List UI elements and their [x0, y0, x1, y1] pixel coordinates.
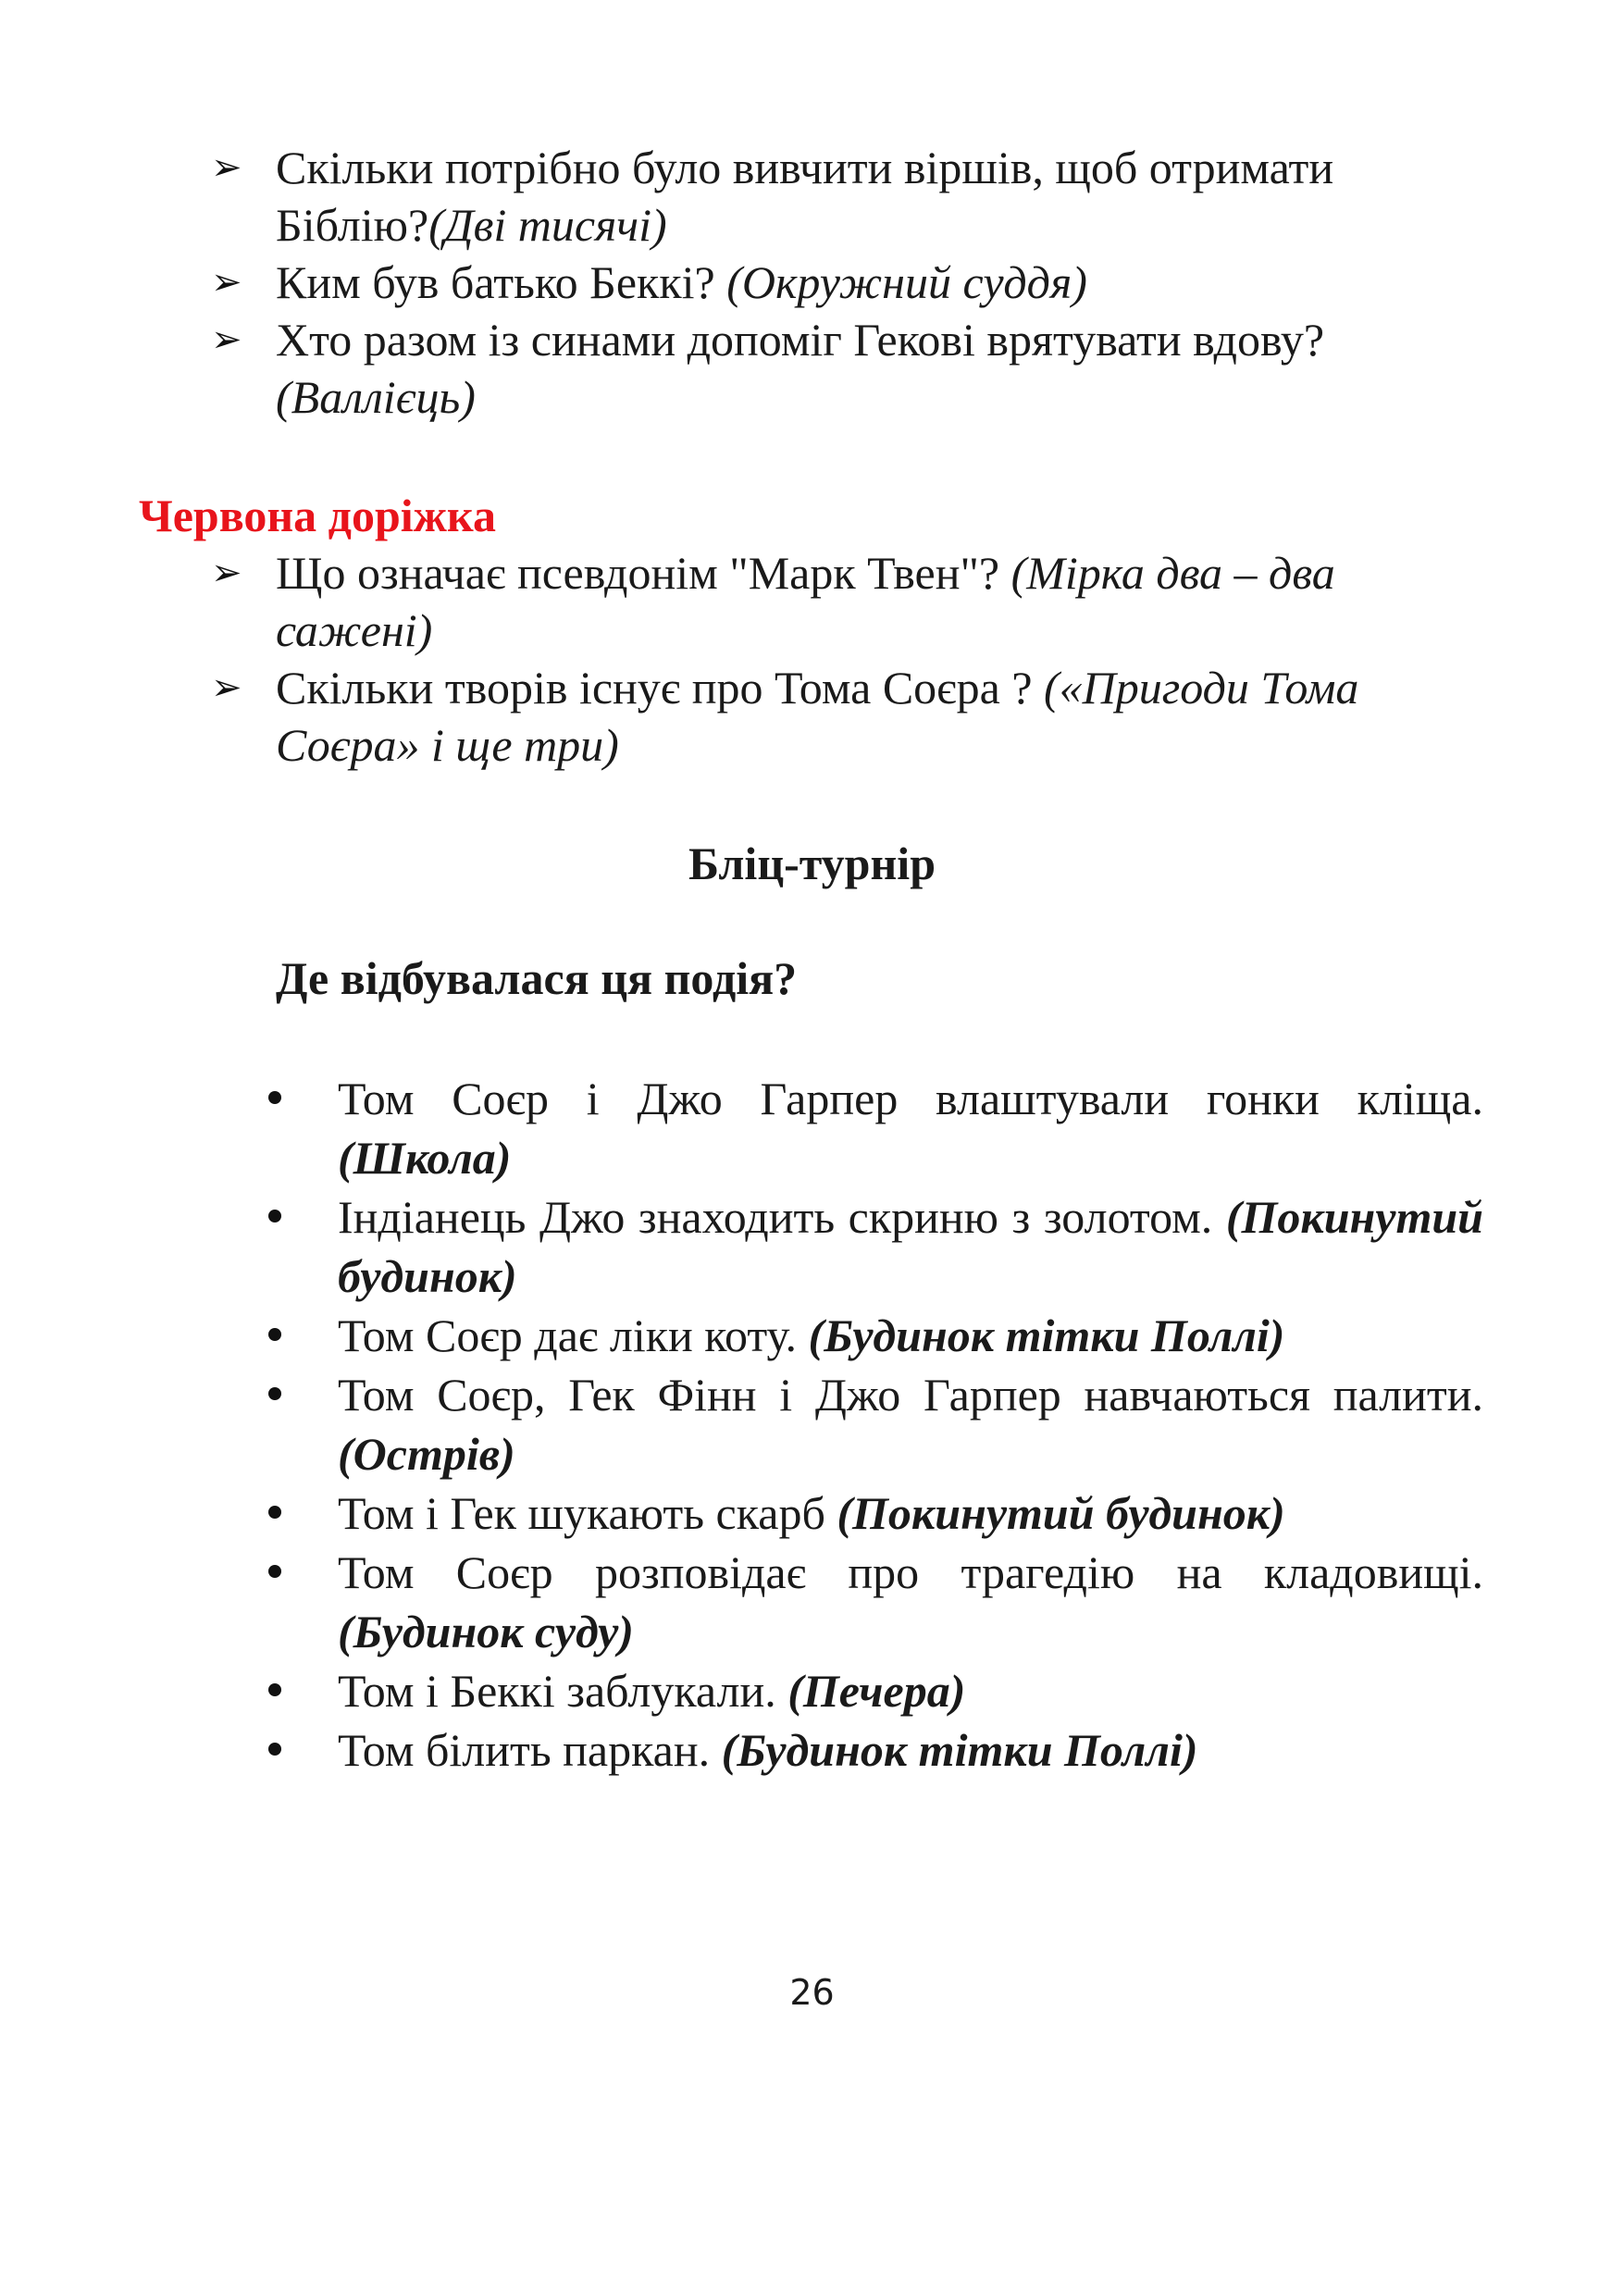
- dot-bullet-icon: [268, 1387, 281, 1400]
- question-text: Що означає псевдонім "Марк Твен"?: [276, 547, 1011, 599]
- list-item: [211, 544, 1479, 659]
- list-item: [268, 1306, 1483, 1365]
- list-item: [268, 1365, 1483, 1483]
- answer-text: (Покинутий будинок): [837, 1487, 1285, 1539]
- question-text: Ким був батько Беккі?: [276, 256, 727, 308]
- section-title-blitz: Бліц-турнір: [688, 838, 936, 889]
- list-item: [211, 139, 1479, 254]
- answer-text: (Мірка два – два сажені): [276, 547, 1335, 656]
- list-item: [211, 659, 1479, 774]
- blitz-subheading: Де відбувалася ця подія?: [276, 952, 798, 1004]
- section-heading-red-track: Червона доріжка: [139, 490, 496, 541]
- list-item: [268, 1543, 1483, 1661]
- question-list-red-track: [211, 544, 1479, 774]
- answer-text: (Валлієць): [276, 371, 476, 423]
- list-item: [268, 1720, 1483, 1780]
- answer-text: (Будинок тітки Поллі): [721, 1724, 1198, 1776]
- arrow-bullet-icon: ➢: [211, 318, 242, 360]
- arrow-bullet-icon: ➢: [211, 666, 242, 708]
- question-text: Том Соєр, Гек Фінн і Джо Гарпер навчаються палити.: [338, 1369, 1483, 1421]
- arrow-bullet-icon: ➢: [211, 146, 242, 188]
- question-text: Том і Беккі заблукали.: [338, 1665, 788, 1717]
- dot-bullet-icon: [268, 1683, 281, 1696]
- answer-text: (Будинок суду): [338, 1606, 634, 1657]
- answer-text: (Дві тисячі): [428, 199, 667, 251]
- question-text: Скільки творів існує про Тома Соєра ?: [276, 662, 1045, 714]
- arrow-bullet-icon: ➢: [211, 261, 242, 303]
- list-item: [268, 1483, 1483, 1543]
- dot-bullet-icon: [268, 1506, 281, 1519]
- answer-text: (Будинок тітки Поллі): [808, 1309, 1285, 1361]
- arrow-bullet-icon: ➢: [211, 552, 242, 593]
- answer-text: («Пригоди Тома Соєра» і ще три): [276, 662, 1359, 771]
- answer-text: (Окружний суддя): [726, 256, 1087, 308]
- page-number: 26: [789, 1972, 835, 2013]
- dot-bullet-icon: [268, 1091, 281, 1104]
- dot-bullet-icon: [268, 1743, 281, 1756]
- dot-bullet-icon: [268, 1328, 281, 1341]
- question-text: Том Соєр розповідає про трагедію на кладовищі.: [338, 1546, 1483, 1598]
- answer-text: (Острів): [338, 1428, 515, 1480]
- answer-text: (Печера): [787, 1665, 966, 1717]
- question-text: Том білить паркан.: [338, 1724, 722, 1776]
- list-item: [211, 311, 1479, 426]
- blitz-list: [268, 1069, 1483, 1780]
- list-item: [211, 254, 1479, 311]
- question-text: Скільки потрібно було вивчити віршів, щоб отримати Біблію?: [276, 142, 1334, 251]
- dot-bullet-icon: [268, 1210, 281, 1222]
- list-item: [268, 1069, 1483, 1187]
- dot-bullet-icon: [268, 1565, 281, 1578]
- question-text: Том і Гек шукають скарб: [338, 1487, 837, 1539]
- question-text: Том Соєр дає ліки коту.: [338, 1309, 809, 1361]
- question-text: Том Соєр і Джо Гарпер влаштували гонки кліща.: [338, 1073, 1483, 1124]
- question-text: Індіанець Джо знаходить скриню з золотом.: [338, 1191, 1226, 1243]
- list-item: [268, 1661, 1483, 1720]
- question-text: Хто разом із синами допоміг Гекові врятувати вдову?: [276, 314, 1325, 366]
- question-list-top: [211, 139, 1479, 426]
- answer-text: (Покинутий будинок): [338, 1191, 1483, 1302]
- answer-text: (Школа): [338, 1132, 512, 1184]
- list-item: [268, 1187, 1483, 1306]
